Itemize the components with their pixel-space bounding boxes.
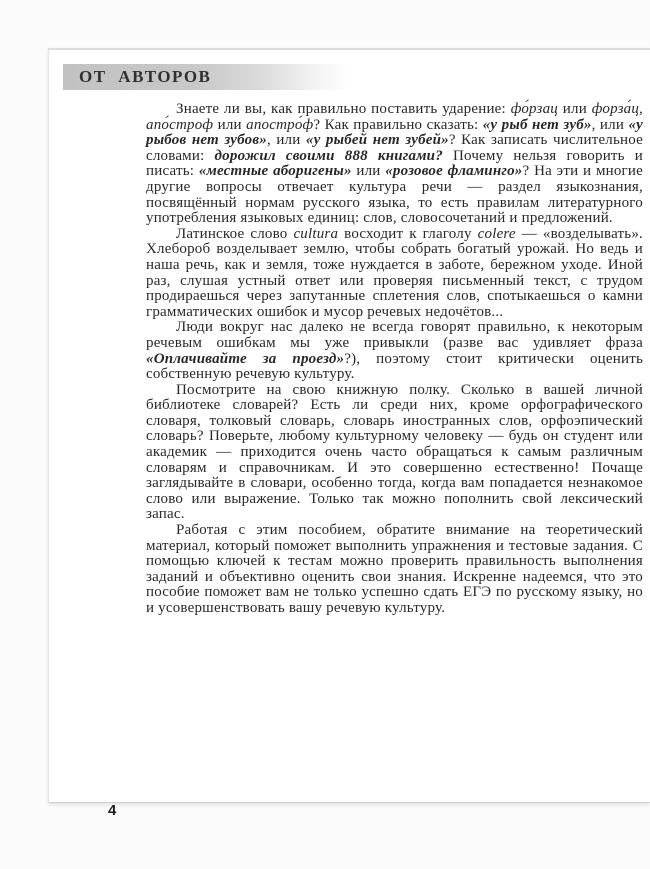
text-segment: , или — [266, 132, 306, 149]
text-segment: дорожил своими 888 книгами? — [214, 147, 443, 164]
text-segment: ?), поэтому стоит критически оценить собственную речевую культуру. — [146, 350, 644, 383]
text-segment: или — [558, 101, 592, 117]
text-segment: Почему нельзя говорить и писать: — [146, 147, 643, 180]
text-segment: , или — [591, 116, 629, 133]
text-segment: ? Как записать числительное словами: — [146, 132, 643, 164]
text-segment: ? На эти и многие другие вопросы отвечает культура речи — раздел языкознания, посвящённый нормам русского языка, то есть правилам литературного употребления языковых единиц: слов, словосочетаний и предложений. — [146, 163, 643, 227]
paragraph — [146, 320, 643, 382]
text-segment: colere — [477, 225, 516, 242]
text-segment: Люди вокруг нас далеко не всегда говорят правильно, к некоторым речевым ошибкам мы уже привыкли (разве вас удивляет фраза — [146, 319, 643, 351]
text-segment: Посмотрите на свою книжную полку. Сколько в вашей личной библиотеке словарей? Есть ли среди них, кроме орфографического словаря, толковый словарь, словарь иностранных слов, орфоэпический словарь? Поверьте, любому культурному человеку — будь он студент или академик — приходится очень часто обращаться к самым различным словарям и справочникам. И это совершенно естественно! Почаще заглядывайте в словари, особенно тогда, когда вам попадается незнакомое слово или выражение. Только так можно пополнить свой лексический запас. — [146, 381, 643, 523]
text-segment: апостро́ф — [246, 116, 314, 133]
paragraph — [146, 523, 643, 617]
text-segment: cultura — [293, 225, 339, 242]
text-segment: Знаете ли вы, как правильно поставить ударение: — [176, 101, 511, 117]
text-segment: «у рыб нет зуб» — [482, 116, 592, 133]
text-segment: «местные аборигены» — [198, 163, 352, 180]
text-segment: — «возделывать». Хлебороб возделывает землю, чтобы собрать богатый урожай. Но ведь и наша речь, как и земля, тоже нуждается в заботе, бережном уходе. Иной раз, слушая устный ответ или проверяя письменный текст, с трудом продираешься через запутанные сплетения слов, спотыкаешься о камни грамматических ошибок и мусор речевых недочётов... — [146, 225, 643, 320]
paragraph — [146, 383, 643, 523]
text-segment: форза́ц, апо́строф — [146, 101, 643, 133]
text-segment: Работая с этим пособием, обратите внимание на теоретический материал, который поможет выполнить упражнения и тестовые задания. С помощью ключей к тестам можно проверить правильность выполнения заданий и объективно оценить свои знания. Искренне надеемся, что это пособие поможет вам не только успешно сдать ЕГЭ по русскому языку, но и усовершенствовать вашу речевую культуру. — [146, 522, 643, 616]
paragraph — [146, 227, 643, 321]
paragraph — [146, 102, 643, 227]
text-segment: Латинское слово — [176, 225, 294, 242]
text-segment: «розовое фламинго» — [385, 163, 523, 180]
text-segment: или — [213, 116, 247, 133]
text-segment: фо́рзац — [510, 101, 559, 117]
text-segment: «у рыбов нет зубов» — [146, 116, 643, 149]
section-header-bar — [63, 64, 351, 90]
text-segment: «у рыбей нет зубей» — [305, 132, 449, 149]
section-title: ОТ АВТОРОВ — [79, 66, 212, 86]
text-segment: или — [351, 163, 386, 180]
text-segment: восходит к глаголу — [338, 225, 478, 242]
text-segment: «Оплачивайте за проезд» — [146, 350, 345, 367]
text-segment: ? Как правильно сказать: — [313, 116, 483, 133]
body-text — [146, 102, 643, 617]
page-sheet — [48, 48, 650, 803]
page-number: 4 — [108, 802, 117, 819]
